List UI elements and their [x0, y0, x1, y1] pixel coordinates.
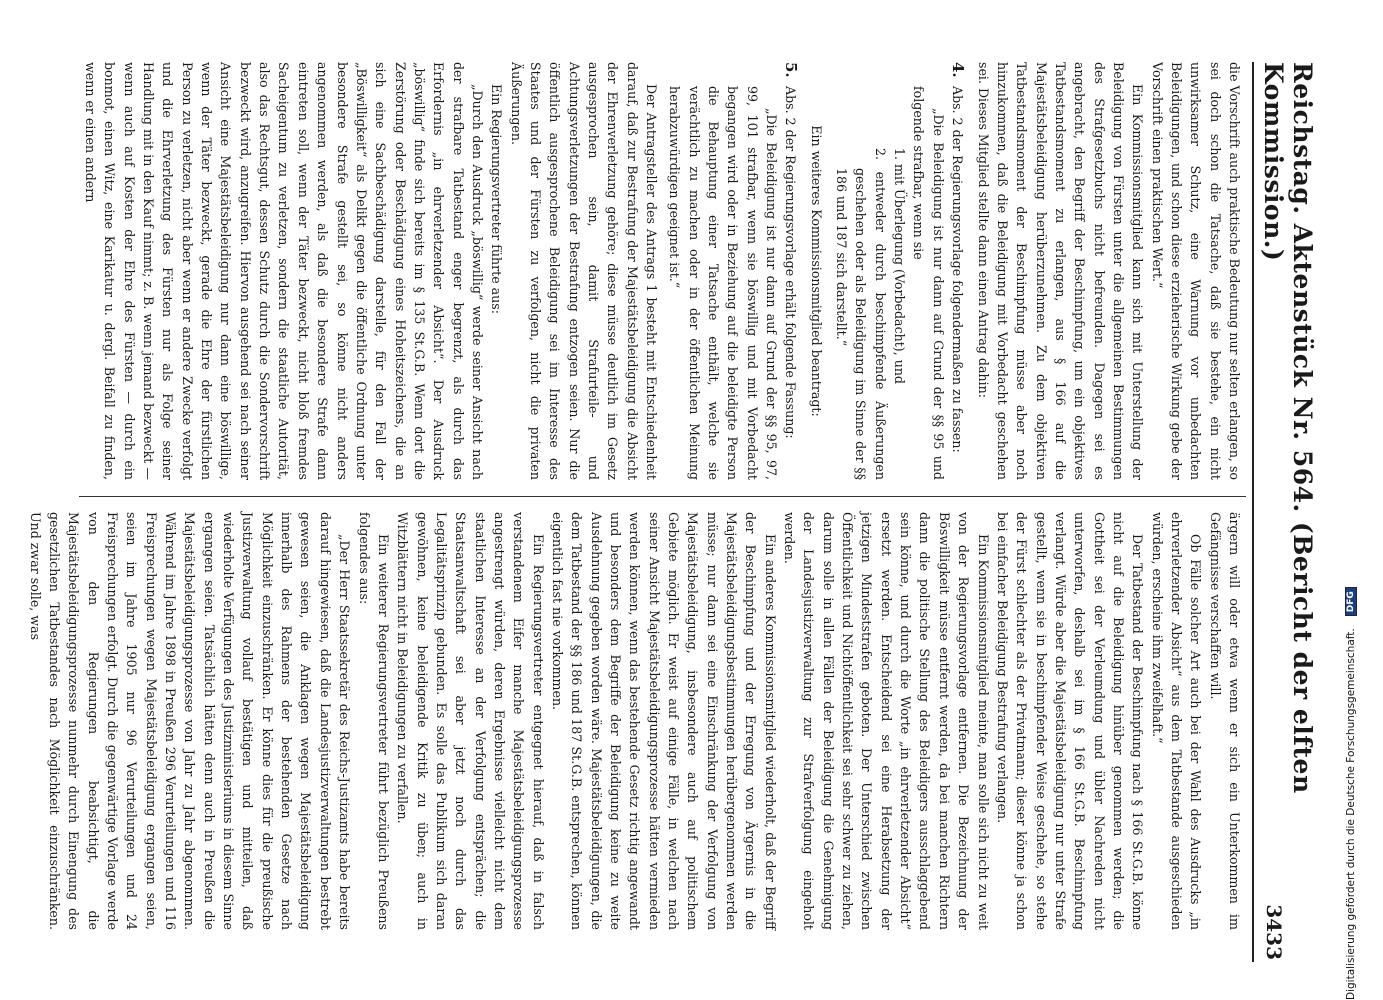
quote: „Die Beleidigung ist nur dann auf Grund der §§ 95, 97, 99, 101 strafbar, wenn sie böswillig und mit Vorbedacht begangen wird oder in Beziehung auf die beleidigte Person die Behauptung einer Tatsache enthält, welche sie verächtlich zu machen oder in der öffentlichen Meinung herabzuwürdigen geeignet ist.“ [667, 86, 780, 480]
paragraph: „Der Herr Staatssekretär des Reichs-Justizamts habe bereits darauf hingewiesen, daß die Landesjustizverwaltungen bestrebt gewesen seien, die Anklagen wegen Majestätsbeleidigung innerhalb des Rahmens der bestehenden Gesetze nach Möglichkeit einzuschränken. Er könne dies für die preußische Justizverwaltung vollauf bestätigen und mitteilen, daß wiederholte Verfügungen des Justizministeriums in diesem Sinne ergangen seien. Tatsächlich hätten denn auch in Preußen die Majestätsbeleidigungsprozesse von Jahr zu Jahr abgenommen. Während im Jahre 1898 in Preußen 296 Verurteilungen und 116 Freisprechungen wegen Majestätsbeleidigung ergangen seien, seien im Jahre 1905 nur 96 Verurteilungen und 24 Freisprechungen erfolgt. Durch die gegenwärtige Vorlage werde von den Regierungen beabsichtigt, die Majestätsbeleidigungsprozesse nunmehr durch Einengung des gesetzlichen Tatbestandes nach Möglichkeit einzuschränken. Und zwar solle, was [27, 512, 353, 930]
sub-list [832, 148, 909, 480]
list-item: 2. entweder durch beschimpfende Äußerungen geschehen oder als Beleidigung im Sinne der §§ 186 und 187 sich darstellt.“ [834, 148, 888, 480]
right-column [25, 512, 1244, 930]
paragraph: Ein Regierungsvertreter führte aus: [489, 84, 505, 314]
digitization-credit [1345, 587, 1357, 1000]
paragraph: Ein Regierungsvertreter entgegnet hierauf, daß in falsch verstandenem Eifer manche Majestätsbeleidigungsprozesse angestrengt würden, deren Ergebnisse vielleicht nicht dem staatlichen Interesse an der Verfolgung entsprächen; die Staatsanwaltschaft sei aber jetzt noch durch das Legalitätsprinzip gebunden. Es solle das Publikum sich daran gewöhnen, keine beleidigende Kritik zu üben; auch in Witzblättern nicht in Beleidigungen zu verfallen. [395, 512, 546, 930]
paragraph: Ein weiteres Kommissionsmitglied beantragt: [808, 125, 824, 417]
paragraph: ärgern will oder etwa wenn er sich ein Unterkommen im Gefängnisse verschaffen will. [1207, 512, 1242, 930]
paragraph: die Vorschrift auch praktische Bedeutung nur selten erlangen, so sei doch schon die Tatsache, daß sie bestehe, ein nicht unwirksamer Schutz, eine Warnung vor unbedachten Beleidigungen, und schon diese erzieherische Wirkung gebe der Vorschrift einen praktischen Wert.“ [1149, 62, 1242, 480]
list-item: 1. mit Überlegung (Vorbedacht), und [892, 148, 908, 384]
paragraph: „Durch den Ausdruck „böswillig“ werde seiner Ansicht nach der strafbare Tatbestand enger begrenzt, als durch das Erfordernis „in ehrverletzender Absicht“. Der Ausdruck „böswillig“ finde sich bereits im § 135 St.G.B. Wenn dort die Zerstörung oder Beschädigung eines Hoheitszeichens, die an sich eine Sachbeschädigung darstelle, für den Fall der „Böswilligkeit“ als Delikt gegen die öffentliche Ordnung unter besondere Strafe gestellt sei, so könne nicht anders angenommen werden, als daß die besondere Strafe dann eintreten soll, wenn der Täter bezweckt, nicht bloß fremdes Sacheigentum zu verletzen, sondern die staatliche Autorität, also das Rechtsgut, dessen Schutz durch die Sondervorschrift bezweckt wird, anzugreifen. Hiervon ausgehend sei nach seiner Ansicht eine Majestätsbeleidigung nur dann eine böswillige, wenn der Täter bezweckt, gerade die Ehre der fürstlichen Person zu verletzen, nicht aber wenn er andere Zwecke verfolgt und die Ehrverletzung des Fürsten nur als Folge seiner Handlung mit in den Kauf nimmt; z. B. wenn jemand bezweckt — wenn auch auf Kosten der Ehre des Fürsten — durch ein bonmot, einen Witz, eine Karikatur u. dergl. Beifall zu finden, wenn er einen andern [83, 62, 485, 480]
paragraph: Der Tatbestand der Beschimpfung nach § 166 St.G.B. könne nicht auf die Beleidigung hinüber genommen werden; die Gottheit sei der Verleumdung und übler Nachreden nicht unterworfen, deshalb sei im § 166 St.G.B. Beschimpfung verlangt. Würde aber die Majestätsbeleidigung nur unter Strafe gestellt, wenn sie in beschimpfender Weise geschehe, so stehe der Fürst schlechter als der Privatmann; dieser könne ja schon bei einfacher Beleidigung Bestrafung verlangen. [994, 512, 1146, 930]
paragraph: Ein Kommissionsmitglied kann sich mit Unterstellung der Beleidigung von Fürsten unter die allgemeinen Bestimmungen des Strafgesetzbuchs nicht befreunden. Dagegen sei es angebracht, den Begriff der Beschimpfung, um ein objektives Tatbestandsmoment zu erlangen, aus § 166 auf die Majestätsbeleidigung herüberzunehmen. Zu dem objektiven Tatbestandsmoment der Beschimpfung müsse aber noch hinzukommen, daß die Beleidigung mit Vorbedacht geschehen sei. Dieses Mitglied stellte dann einen Antrag dahin: [975, 62, 1146, 480]
numbered-item-4 [832, 62, 967, 480]
paragraph: Abs. 2 der Regierungsvorlage folgendermaßen zu fassen: [950, 86, 966, 453]
item-number: 5. [782, 62, 801, 78]
paragraph: Ein Kommissionsmitglied meinte, man solle sich nicht zu weit von der Regierungsvorlage entfernen. Die Bezeichnung der Böswilligkeit müsse entfernt werden, da bei manchen Richtern dann die politische Stellung des Beleidigers ausschlaggebend sein könne, und durch die Worte „in ehrverletzender Absicht“ ersetzt werden. Entscheidend sei eine Herabsetzung der jetzigen Mindeststrafen geboten. Der Unterschied zwischen Öffentlichkeit und Nichtöffentlichkeit sei sehr schwer zu ziehen, darum solle in allen Fällen der Beleidigung die Genehmigung der Landesjustizverwaltung zur Strafverfolgung eingeholt werden. [782, 512, 991, 930]
page-header [1252, 62, 1317, 962]
quote: „Die Beleidigung ist nur dann auf Grund der §§ 95 und folgende strafbar, wenn sie [911, 86, 946, 480]
paragraph: Ein weiterer Regierungsvertreter führt bezüglich Preußens folgendes aus: [356, 512, 391, 930]
dfg-logo-icon: DFG [1345, 587, 1357, 616]
item-number: 4. [949, 62, 968, 78]
numbered-item-5 [665, 62, 800, 480]
paragraph: Ein anderes Kommissionsmitglied wiederholt, daß der Begriff der Beschimpfung und der Erregung von Ärgernis in die Majestätsbeleidigungsbestimmungen herübergenommen werden müsse; nur dann sei eine Einschränkung der Verfolgung von Majestätsbeleidigung, insbesondere auch auf politischem Gebiete möglich. Er weist auf einige Fälle, in welchen nach seiner Ansicht Majestätsbeleidigungsprozesse hätten vermieden werden können, wenn das bestehende Gesetz richtig angewandt und besonders dem Begriffe der Beleidigung keine zu weite Ausdehnung gegeben worden wäre. Majestätsbeleidigungen, die dem Tatbestand der §§ 186 und 187 St.G.B. entsprechen, können eigentlich fast nie vorkommen. [549, 512, 778, 930]
column-rule [79, 496, 1246, 497]
running-head: Reichstag. Aktenstück Nr. 564. (Bericht der elften Kommission.) [1259, 62, 1317, 794]
paragraph: Der Antragsteller des Antrags 1 besteht mit Entschiedenheit darauf, daß zur Bestrafung der Majestätsbeleidigung die Absicht der Ehrenverletzung gehöre; diese müsse deutlich im Gesetz ausgesprochen sein, damit Strafurteile- und Achtungsverletzungen der Bestrafung entzogen seien. Nur die öffentlich ausgesprochene Beleidigung sei im Interesse des Staates und der Fürsten zu verfolgen, nicht die privaten Äußerungen. [508, 62, 660, 480]
left-column [81, 62, 1244, 480]
credit-text: Digitalisierung gefördert durch die Deutsche Forschungsgemeinschaft. [1345, 628, 1357, 1000]
page-number: 3433 [1262, 904, 1286, 960]
paragraph: Ob Fälle solcher Art auch bei der Wahl des Ausdrucks „in ehrverletzender Absicht“ aus dem Tatbestande ausgeschieden würden, erscheine ihm zweifelhaft.“ [1149, 512, 1204, 930]
document-page [27, 0, 1317, 1000]
paragraph: Abs. 2 der Regierungsvorlage erhält folgende Fassung: [783, 86, 799, 439]
